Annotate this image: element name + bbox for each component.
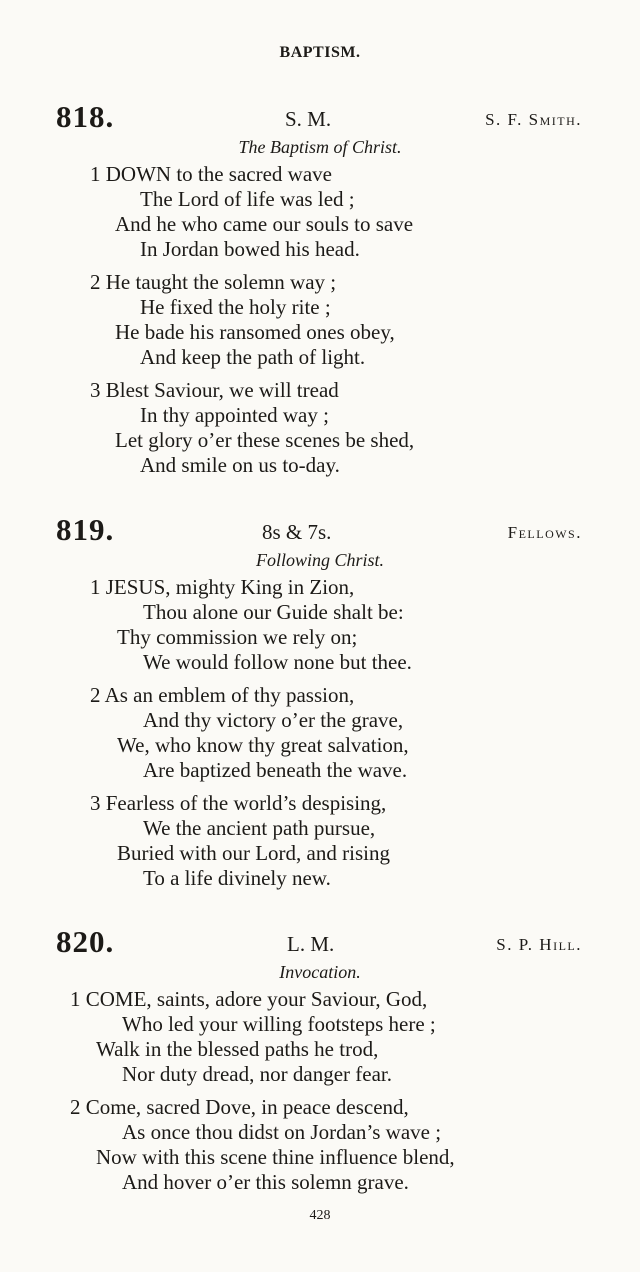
- verse-line: Now with this scene thine influence blend,: [96, 1145, 455, 1169]
- verse-line: He bade his ransomed ones obey,: [115, 320, 395, 344]
- verse-line: Thy commission we rely on;: [117, 625, 358, 649]
- hymn-header: [0, 925, 640, 959]
- hymn-820: [0, 925, 640, 1203]
- verse-line: And thy victory o’er the grave,: [143, 708, 404, 732]
- verse-3: [0, 791, 640, 891]
- verse-1: [0, 987, 640, 1087]
- verse-1: [0, 162, 640, 262]
- hymn-title: Following Christ.: [255, 550, 385, 570]
- hymn-meter: L. M.: [287, 932, 335, 956]
- verse-line: To a life divinely new.: [143, 866, 331, 890]
- verse-line: Buried with our Lord, and rising: [117, 841, 390, 865]
- verse-line: 2 He taught the solemn way ;: [90, 270, 337, 294]
- verse-line: 3 Fearless of the world’s despising,: [90, 791, 387, 815]
- hymn-meter: S. M.: [285, 107, 332, 131]
- verse-3: [0, 378, 640, 478]
- page-number: 428: [309, 1208, 331, 1223]
- verse-line: 2 Come, sacred Dove, in peace descend,: [70, 1095, 409, 1119]
- hymn-author: S. F. Smith.: [485, 110, 582, 129]
- verse-line: Let glory o’er these scenes be shed,: [115, 428, 415, 452]
- verse-line: 1 JESUS, mighty King in Zion,: [90, 575, 355, 599]
- hymn-author: Fellows.: [507, 523, 582, 542]
- verse-line: Walk in the blessed paths he trod,: [96, 1037, 379, 1061]
- verse-line: Are baptized beneath the wave.: [143, 758, 408, 782]
- verse-2: [0, 1095, 640, 1195]
- hymn-number: 818.: [56, 99, 115, 134]
- hymn-title: Invocation.: [279, 962, 361, 982]
- verse-line: 1 COME, saints, adore your Saviour, God,: [70, 987, 428, 1011]
- verse-line: The Lord of life was led ;: [140, 187, 355, 211]
- hymn-meter: 8s & 7s.: [262, 520, 332, 544]
- verse-line: As once thou didst on Jordan’s wave ;: [122, 1120, 442, 1144]
- hymn-number: 819.: [56, 512, 115, 547]
- hymn-number: 820.: [56, 924, 115, 959]
- verse-line: Thou alone our Guide shalt be:: [143, 600, 404, 624]
- hymn-title: The Baptism of Christ.: [238, 137, 402, 157]
- verse-line: 3 Blest Saviour, we will tread: [90, 378, 339, 402]
- hymn-818: [0, 100, 640, 486]
- verse-line: And hover o’er this solemn grave.: [122, 1170, 409, 1194]
- hymn-819: [0, 513, 640, 899]
- verse-line: 1 DOWN to the sacred wave: [90, 162, 332, 186]
- verse-line: And keep the path of light.: [140, 345, 366, 369]
- verse-line: We the ancient path pursue,: [143, 816, 376, 840]
- verse-line: And smile on us to-day.: [140, 453, 340, 477]
- hymn-header: [0, 513, 640, 547]
- verse-line: We, who know thy great salvation,: [117, 733, 409, 757]
- verse-line: Who led your willing footsteps here ;: [122, 1012, 436, 1036]
- verse-line: And he who came our souls to save: [115, 212, 414, 236]
- verse-1: [0, 575, 640, 675]
- verse-line: He fixed the holy rite ;: [140, 295, 331, 319]
- verse-line: Nor duty dread, nor danger fear.: [122, 1062, 392, 1086]
- hymn-header: [0, 100, 640, 134]
- running-head: BAPTISM.: [279, 44, 361, 61]
- verse-line: We would follow none but thee.: [143, 650, 412, 674]
- verse-line: In Jordan bowed his head.: [140, 237, 360, 261]
- verse-line: 2 As an emblem of thy passion,: [90, 683, 355, 707]
- verse-2: [0, 683, 640, 783]
- verse-line: In thy appointed way ;: [140, 403, 329, 427]
- hymn-author: S. P. Hill.: [496, 935, 582, 954]
- verse-2: [0, 270, 640, 370]
